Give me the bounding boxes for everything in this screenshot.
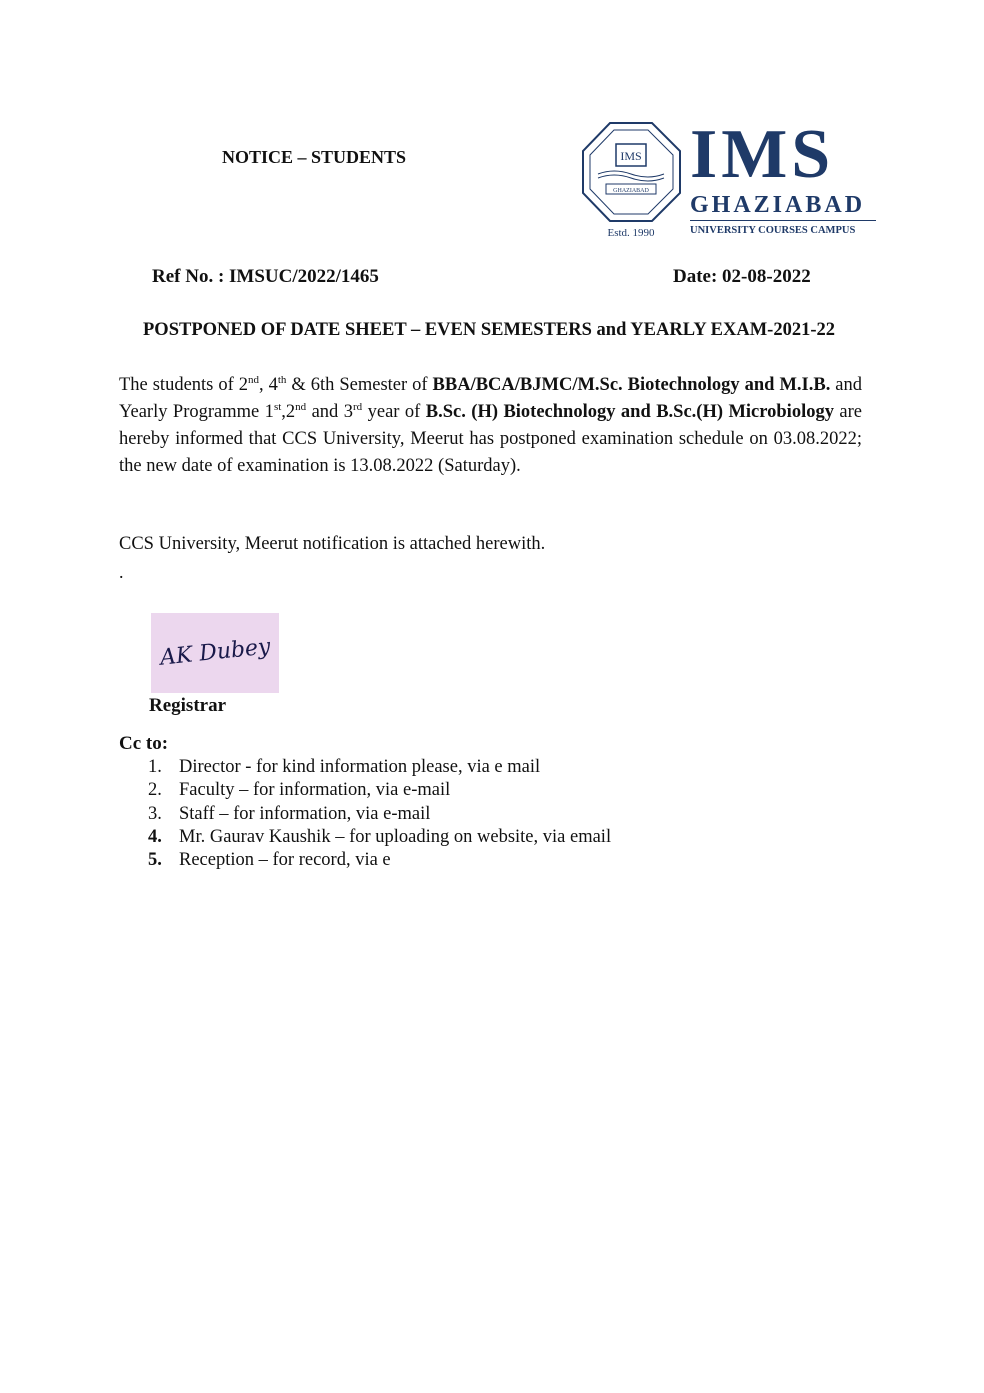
ordinal-suffix: st [273,400,282,413]
cc-item-text: Director - for kind information please, via e mail [179,757,541,777]
established-text: Estd. 1990 [607,227,655,239]
cc-item [148,756,611,779]
body-text: are hereby informed that CCS University, Meerut has postponed examination schedule on 03.08.2022; the new date of examination is 13.08.2022 (Saturday). [119,402,862,476]
cc-item [148,849,611,872]
cc-label: Cc to: [119,733,169,754]
cc-item-number: 3. [148,803,162,824]
attachment-note: CCS University, Meerut notification is attached herewith. [119,534,546,554]
seal-city-text: GHAZIABAD [613,188,649,194]
reference-number: Ref No. : IMSUC/2022/1465 [152,266,379,287]
cc-item-text: Staff – for information, via e-mail [179,803,431,824]
body-text: & 6th Semester of [286,375,433,395]
logo-divider [690,220,876,221]
seal-inner-text: IMS [620,149,642,163]
ims-seal-icon [580,120,684,242]
body-text: ,2 [281,402,296,422]
signatory-title: Registrar [149,695,227,716]
cc-item-number: 1. [148,757,162,777]
cc-item-text: Mr. Gaurav Kaushik – for uploading on website, via email [179,826,612,847]
cc-item-number: 4. [148,826,162,847]
body-text: and Yearly Programme 1 [119,375,863,422]
ordinal-suffix: nd [295,400,307,413]
cc-list [148,756,611,872]
signature-text: AK Dubey [158,634,272,671]
logo-city: GHAZIABAD [690,192,866,218]
notice-title: NOTICE – STUDENTS [222,147,407,167]
ordinal-suffix: nd [247,373,259,386]
body-text: , 4 [258,375,278,395]
logo-campus: UNIVERSITY COURSES CAMPUS [690,225,856,236]
signature-image [151,613,279,693]
ordinal-suffix: rd [353,400,363,413]
notice-date: Date: 02-08-2022 [673,266,811,287]
notice-subject: POSTPONED OF DATE SHEET – EVEN SEMESTERS and YEARLY EXAM-2021-22 [143,320,835,340]
logo-brand: IMS [690,116,835,193]
bold-text: BBA/BCA/BJMC/M.Sc. Biotechnology and M.I.B. [432,375,831,395]
bold-text: B.Sc. (H) Biotechnology and B.Sc.(H) Microbiology [425,402,834,422]
body-text: The students of 2 [119,375,248,395]
cc-item [148,779,611,802]
cc-item-number: 5. [148,850,162,871]
cc-item-text: Reception – for record, via e [179,850,391,871]
stray-dot: . [119,562,124,582]
cc-item-number: 2. [148,780,162,801]
ordinal-suffix: th [277,373,287,386]
ims-logo [580,116,880,242]
notice-body [119,372,862,480]
body-text: year of [362,402,426,422]
body-text: and 3 [306,402,354,422]
cc-item [148,826,611,849]
cc-item-text: Faculty – for information, via e-mail [179,780,451,801]
cc-item [148,803,611,826]
